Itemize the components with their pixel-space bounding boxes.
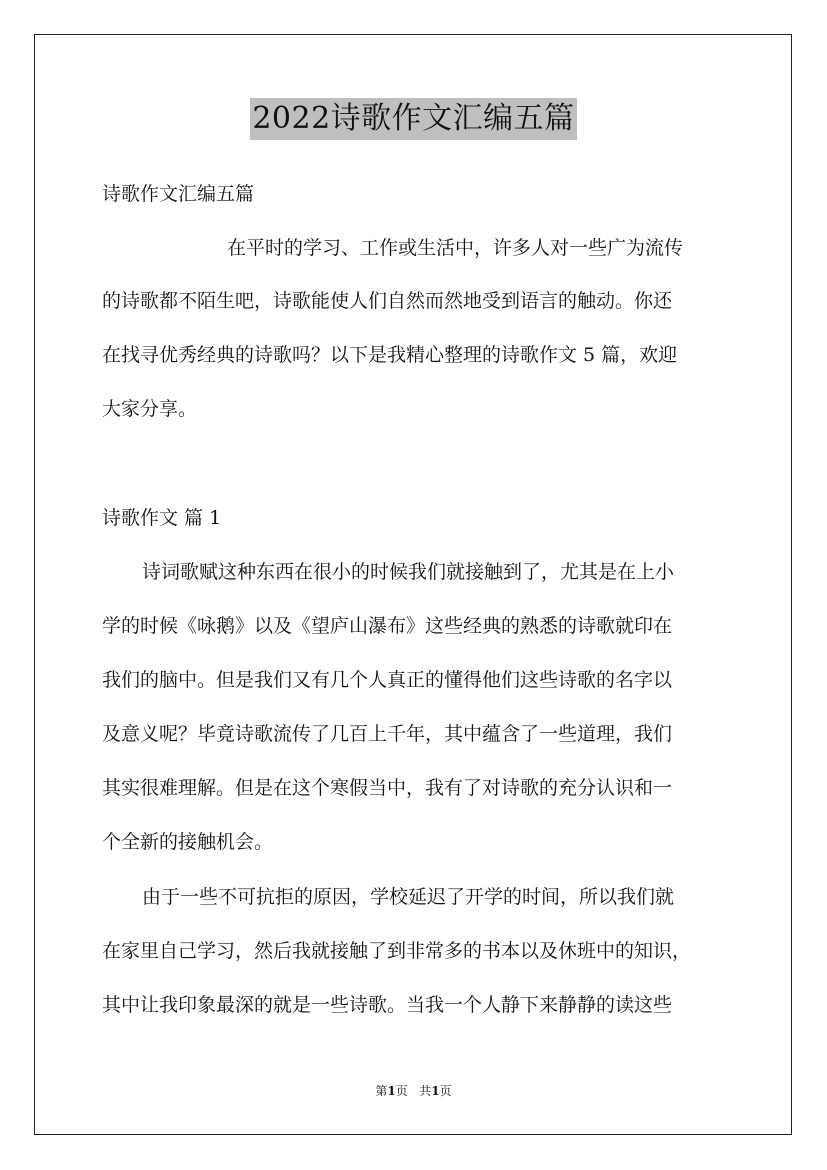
- total-label-suffix: 页: [439, 1084, 452, 1098]
- intro-line-1: 在平时的学习、工作或生活中，许多人对一些广为流传: [227, 237, 684, 259]
- page-footer: [0, 1082, 827, 1100]
- para2-line-3: 其中让我印象最深的就是一些诗歌。当我一个人静下来静静的读这些: [102, 994, 673, 1016]
- document-subtitle: 诗歌作文汇编五篇: [102, 183, 255, 205]
- para2-line-1: 由于一些不可抗拒的原因，学校延迟了开学的时间，所以我们就: [142, 886, 675, 908]
- intro-line-2: 的诗歌都不陌生吧，诗歌能使人们自然而然地受到语言的触动。你还: [102, 290, 673, 312]
- intro-line-3: 在找寻优秀经典的诗歌吗？以下是我精心整理的诗歌作文 5 篇，欢迎: [102, 344, 678, 366]
- total-pages: 1: [431, 1084, 440, 1098]
- page-label-suffix: 页: [395, 1084, 408, 1098]
- para1-line-5: 其实很难理解。但是在这个寒假当中，我有了对诗歌的充分认识和一: [102, 777, 673, 799]
- para1-line-4: 及意义呢？毕竟诗歌流传了几百上千年，其中蕴含了一些道理，我们: [102, 723, 673, 745]
- page-number: 1: [387, 1084, 396, 1098]
- page-label-prefix: 第: [375, 1084, 388, 1098]
- section-heading: 诗歌作文 篇 1: [102, 507, 222, 529]
- total-label-prefix: 共: [419, 1084, 432, 1098]
- intro-line-4: 大家分享。: [102, 398, 198, 420]
- para1-line-1: 诗词歌赋这种东西在很小的时候我们就接触到了，尤其是在上小: [142, 561, 675, 583]
- para1-line-2: 学的时候《咏鹅》以及《望庐山瀑布》这些经典的熟悉的诗歌就印在: [102, 615, 673, 637]
- para1-line-6: 个全新的接触机会。: [102, 831, 274, 853]
- para2-line-2: 在家里自己学习，然后我就接触了到非常多的书本以及休班中的知识，: [102, 940, 692, 962]
- title-container: [0, 98, 827, 140]
- para1-line-3: 我们的脑中。但是我们又有几个人真正的懂得他们这些诗歌的名字以: [102, 669, 673, 691]
- document-title: 2022诗歌作文汇编五篇: [250, 98, 576, 140]
